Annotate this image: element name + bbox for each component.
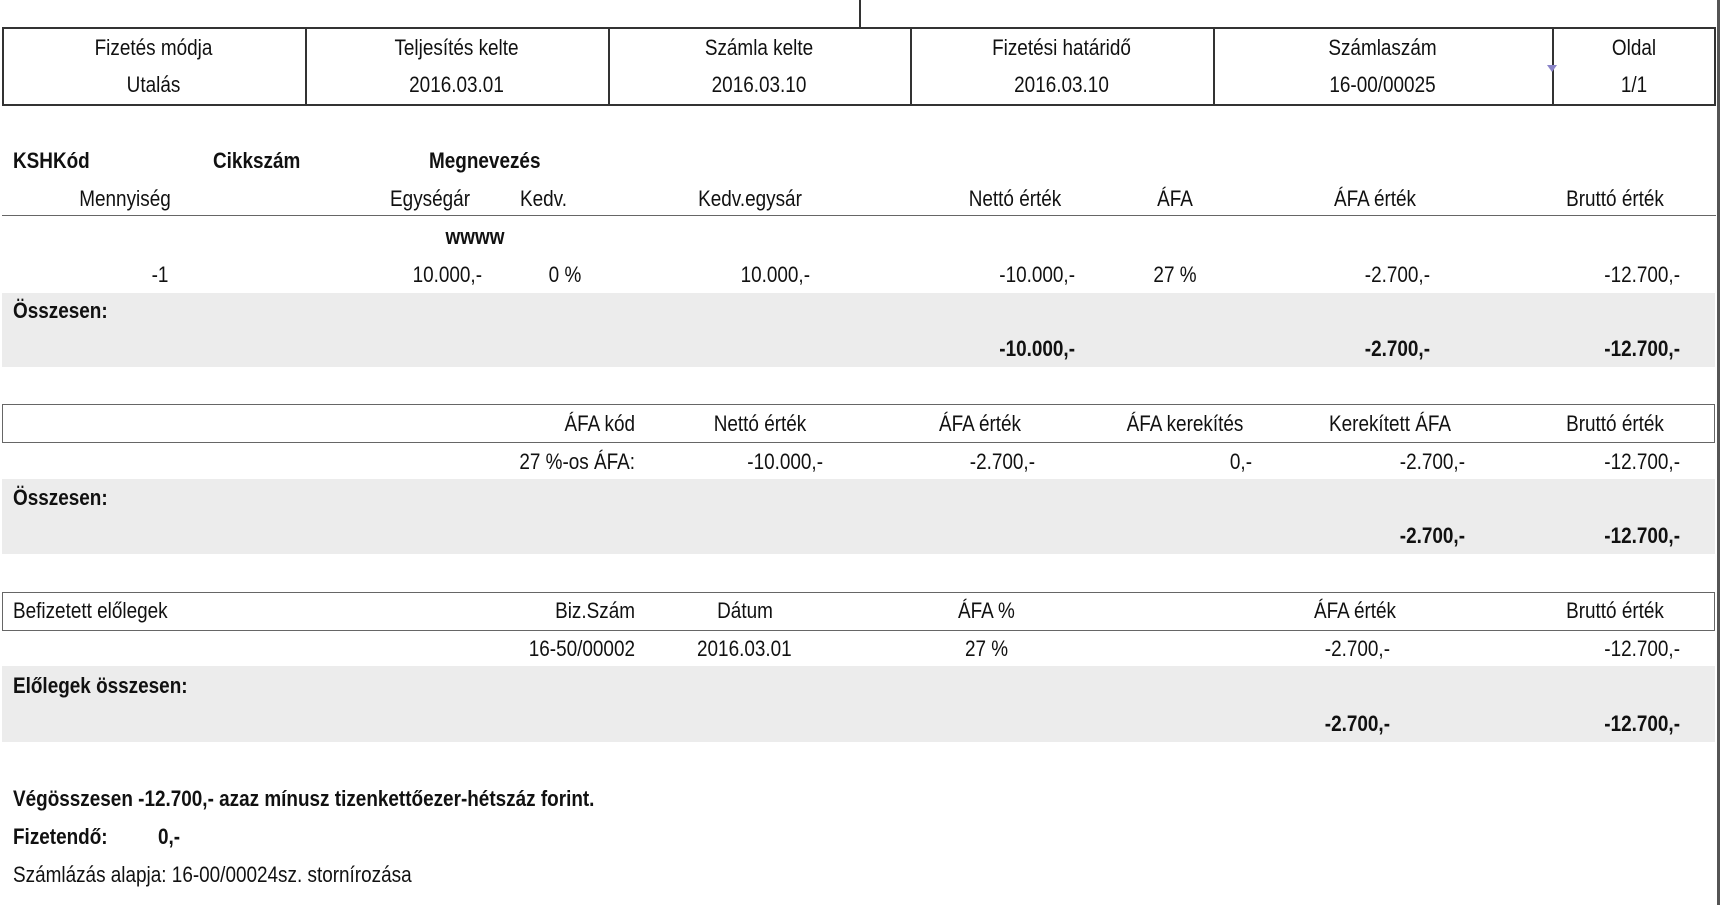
page-value: 1/1 [1620, 72, 1648, 97]
invoice-number-value: 16-00/00025 [1329, 72, 1436, 97]
vat-summary-net-value: -10.000,- [747, 449, 823, 474]
rounded-vat-header: Kerekített ÁFA [1329, 411, 1451, 436]
item-vat-value: -2.700,- [1364, 262, 1430, 287]
item-name-header: Megnevezés [429, 148, 541, 173]
invoice-number-label: Számlaszám [1328, 35, 1437, 60]
page-right-border [1717, 0, 1720, 905]
vat-summary-vat-value: -2.700,- [969, 449, 1035, 474]
advances-title: Befizetett előlegek [13, 598, 168, 623]
advances-total-label: Előlegek összesen: [13, 673, 188, 698]
payment-method-value: Utalás [126, 72, 181, 97]
gross-value-header: Bruttó érték [1566, 186, 1664, 211]
items-total-vat-value: -2.700,- [1364, 336, 1430, 361]
advance-doc-number-header: Biz.Szám [555, 598, 635, 623]
due-date-label: Fizetési határidő [992, 35, 1131, 60]
item-discount: 0 % [548, 262, 582, 287]
items-total-label: Összesen: [13, 298, 108, 323]
ksh-code-header: KSHKód [13, 148, 90, 173]
vat-value-header: ÁFA érték [1333, 186, 1417, 211]
grand-total-text: Végösszesen -12.700,- azaz mínusz tizenkettőezer-hétszáz forint. [13, 786, 595, 811]
comment-marker-icon [1547, 65, 1557, 72]
advances-total-band [2, 666, 1715, 742]
discount-header: Kedv. [520, 186, 567, 211]
advance-vat-pct: 27 % [965, 636, 1009, 661]
vat-summary-gross-value: -12.700,- [1604, 449, 1680, 474]
quantity-header: Mennyiség [79, 186, 171, 211]
rounded-vat-value: -2.700,- [1399, 449, 1465, 474]
payable-label: Fizetendő: [13, 824, 108, 849]
item-number-header: Cikkszám [213, 148, 301, 173]
vat-total-rounded: -2.700,- [1399, 523, 1465, 548]
vat-rounding-header: ÁFA kerekítés [1126, 411, 1244, 436]
vat-summary-gross-header: Bruttó érték [1566, 411, 1664, 436]
advances-total-vat-value: -2.700,- [1324, 711, 1390, 736]
invoice-date-label: Számla kelte [704, 35, 814, 60]
item-vat: 27 % [1153, 262, 1197, 287]
vat-header: ÁFA [1157, 186, 1193, 211]
items-total-net: -10.000,- [999, 336, 1075, 361]
fulfillment-date-label: Teljesítés kelte [394, 35, 519, 60]
advance-vat-value-header: ÁFA érték [1313, 598, 1397, 623]
net-value-header: Nettó érték [968, 186, 1062, 211]
advance-date-header: Dátum [717, 598, 773, 623]
unit-price-header: Egységár [390, 186, 470, 211]
vat-summary-net-header: Nettó érték [713, 411, 807, 436]
top-box-divider [859, 0, 861, 27]
advance-gross-header: Bruttó érték [1566, 598, 1664, 623]
item-discounted-unit-price: 10.000,- [740, 262, 810, 287]
vat-summary-vat-value-header: ÁFA érték [938, 411, 1022, 436]
vat-code-value: 27 %-os ÁFA: [519, 449, 635, 474]
vat-code-header: ÁFA kód [564, 411, 635, 436]
advance-vat-pct-header: ÁFA % [958, 598, 1015, 623]
invoice-date-value: 2016.03.10 [711, 72, 807, 97]
item-unit-price: 10.000,- [412, 262, 482, 287]
items-total-gross: -12.700,- [1604, 336, 1680, 361]
item-name: wwww [445, 224, 505, 249]
vat-rounding-value: 0,- [1229, 449, 1252, 474]
payable-value: 0,- [158, 824, 181, 849]
vat-total-label: Összesen: [13, 485, 108, 510]
vat-total-gross: -12.700,- [1604, 523, 1680, 548]
item-gross-value: -12.700,- [1604, 262, 1680, 287]
payment-method-label: Fizetés módja [94, 35, 213, 60]
fulfillment-date-value: 2016.03.01 [409, 72, 504, 97]
advance-date: 2016.03.01 [697, 636, 792, 661]
advance-gross-value: -12.700,- [1604, 636, 1680, 661]
item-net-value: -10.000,- [999, 262, 1075, 287]
page-label: Oldal [1611, 35, 1657, 60]
billing-basis: Számlázás alapja: 16-00/00024sz. stornírozása [13, 862, 412, 887]
item-quantity: -1 [151, 262, 169, 287]
discounted-unit-price-header: Kedv.egysár [698, 186, 802, 211]
items-total-band [2, 293, 1715, 367]
advance-vat-value: -2.700,- [1324, 636, 1390, 661]
due-date-value: 2016.03.10 [1014, 72, 1109, 97]
advances-total-gross: -12.700,- [1604, 711, 1680, 736]
advance-doc-number: 16-50/00002 [528, 636, 635, 661]
